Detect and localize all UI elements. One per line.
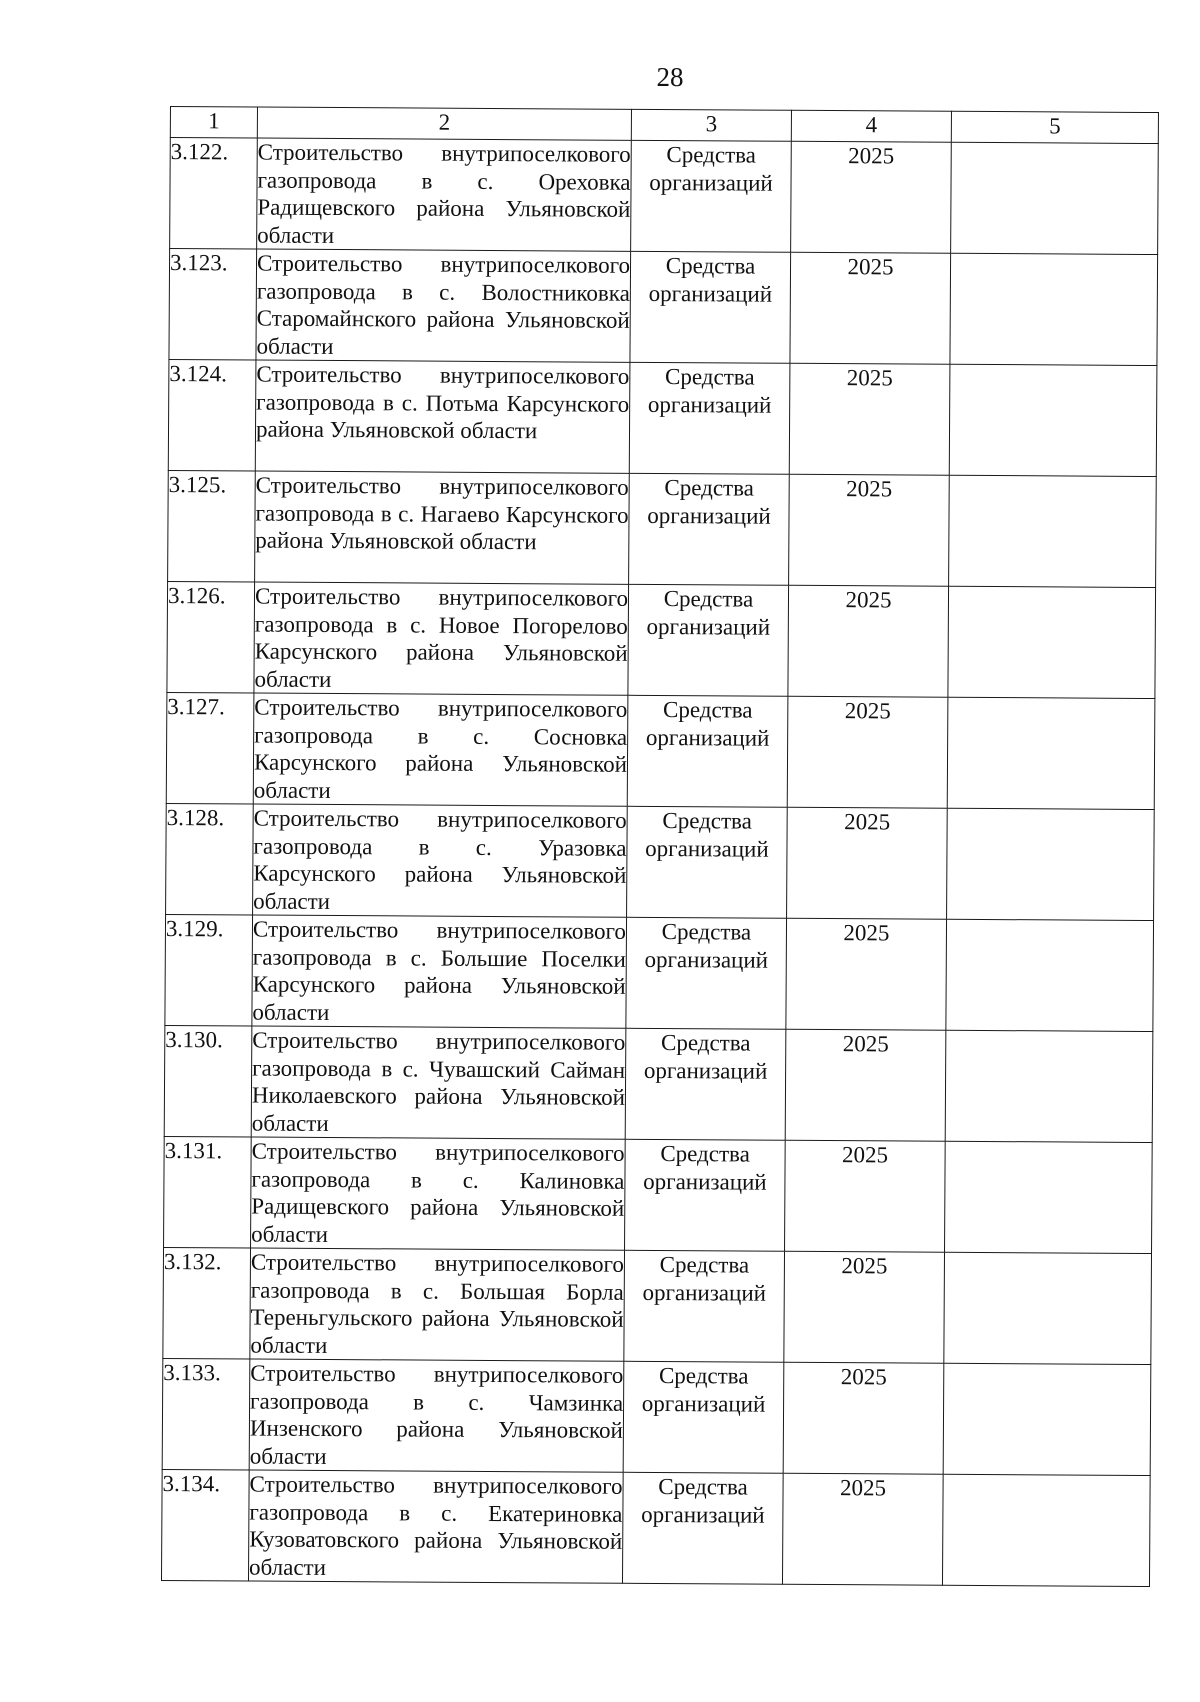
row-col-5: [945, 1141, 1153, 1253]
row-funding-source: Средства организаций: [631, 140, 792, 252]
table-body: [161, 138, 1158, 1587]
row-description: Строительство внутрипоселкового газопровода в с. Ореховка Радищевского района Ульяновской области: [257, 138, 632, 251]
row-year: 2025: [786, 918, 947, 1030]
row-col-5: [949, 475, 1157, 587]
header-col-1: 1: [170, 107, 257, 139]
header-col-5: 5: [951, 111, 1158, 143]
table-row: [163, 1247, 1152, 1364]
row-year: 2025: [789, 474, 950, 586]
row-year: 2025: [791, 141, 952, 253]
row-funding-source: Средства организаций: [628, 584, 789, 696]
row-description: Строительство внутрипоселкового газопровода в с. Уразовка Карсунского района Ульяновской области: [253, 804, 628, 917]
row-col-5: [944, 1252, 1152, 1364]
row-number: 3.130.: [164, 1025, 252, 1137]
row-description: Строительство внутрипоселкового газопровода в с. Екатериновка Кузоватовского района Ульяновской области: [248, 1470, 623, 1583]
row-funding-source: Средства организаций: [624, 1250, 785, 1362]
header-col-4: 4: [791, 110, 951, 142]
row-number: 3.126.: [167, 581, 255, 693]
row-funding-source: Средства организаций: [626, 917, 787, 1029]
table-row: [164, 1025, 1153, 1142]
row-number: 3.131.: [164, 1136, 252, 1248]
table-row: [165, 914, 1154, 1031]
row-col-5: [946, 919, 1154, 1031]
row-year: 2025: [789, 363, 950, 475]
table-row: [169, 249, 1158, 366]
row-funding-source: Средства организаций: [622, 1472, 783, 1584]
row-year: 2025: [787, 696, 948, 808]
table-row: [162, 1358, 1151, 1475]
row-description: Строительство внутрипоселкового газопровода в с. Сосновка Карсунского района Ульяновской области: [253, 693, 628, 806]
row-col-5: [949, 364, 1157, 476]
row-year: 2025: [784, 1251, 945, 1363]
row-number: 3.125.: [168, 470, 256, 582]
row-funding-source: Средства организаций: [625, 1028, 786, 1140]
row-funding-source: Средства организаций: [623, 1361, 784, 1473]
row-year: 2025: [783, 1362, 944, 1474]
row-col-5: [947, 808, 1155, 920]
row-number: 3.134.: [161, 1469, 249, 1581]
row-description: Строительство внутрипоселкового газопровода в с. Нагаево Карсунского района Ульяновской области: [255, 471, 630, 584]
table-row: [168, 359, 1157, 476]
row-funding-source: Средства организаций: [627, 806, 788, 918]
row-year: 2025: [782, 1473, 943, 1585]
row-col-5: [950, 253, 1158, 365]
row-description: Строительство внутрипоселкового газопровода в с. Потьма Карсунского района Ульяновской области: [255, 360, 630, 473]
row-col-5: [951, 142, 1159, 254]
row-year: 2025: [787, 807, 948, 919]
row-number: 3.127.: [166, 692, 254, 804]
table-row: [164, 1136, 1153, 1253]
table-row: [166, 803, 1155, 920]
table-row: [167, 581, 1156, 698]
row-number: 3.124.: [168, 359, 256, 471]
row-col-5: [942, 1474, 1150, 1586]
row-col-5: [948, 586, 1156, 698]
row-funding-source: Средства организаций: [627, 695, 788, 807]
row-description: Строительство внутрипоселкового газопровода в с. Большие Поселки Карсунского района Ульяновской области: [252, 915, 627, 1028]
row-number: 3.132.: [163, 1247, 251, 1359]
row-year: 2025: [785, 1029, 946, 1141]
row-number: 3.133.: [162, 1358, 250, 1470]
page-number: 28: [656, 62, 684, 92]
row-funding-source: Средства организаций: [630, 251, 791, 363]
row-description: Строительство внутрипоселкового газопровода в с. Волостниковка Старомайнского района Ульяновской области: [256, 249, 631, 362]
header-col-2: 2: [257, 107, 631, 140]
row-funding-source: Средства организаций: [629, 362, 790, 474]
row-number: 3.128.: [166, 803, 254, 915]
table-row: [166, 692, 1155, 809]
row-number: 3.122.: [170, 138, 258, 250]
row-col-5: [947, 697, 1155, 809]
row-col-5: [943, 1363, 1151, 1475]
header-col-3: 3: [631, 109, 791, 141]
row-number: 3.123.: [169, 249, 257, 361]
row-description: Строительство внутрипоселкового газопровода в с. Калиновка Радищевского района Ульяновской области: [251, 1137, 626, 1250]
row-description: Строительство внутрипоселкового газопровода в с. Большая Борла Тереньгульского района Ульяновской области: [250, 1248, 625, 1361]
row-funding-source: Средства организаций: [625, 1139, 786, 1251]
row-year: 2025: [788, 585, 949, 697]
table-row: [161, 1469, 1150, 1586]
row-description: Строительство внутрипоселкового газопровода в с. Чамзинка Инзенского района Ульяновской области: [249, 1359, 624, 1472]
row-year: 2025: [790, 252, 951, 364]
data-table: [161, 106, 1159, 1587]
table-row: [170, 138, 1159, 255]
row-description: Строительство внутрипоселкового газопровода в с. Чувашский Сайман Николаевского района Ульяновской области: [251, 1026, 626, 1139]
row-number: 3.129.: [165, 914, 253, 1026]
row-funding-source: Средства организаций: [629, 473, 790, 585]
row-year: 2025: [785, 1140, 946, 1252]
row-description: Строительство внутрипоселкового газопровода в с. Новое Погорелово Карсунского района Ульяновской области: [254, 582, 629, 695]
row-col-5: [945, 1030, 1153, 1142]
table-row: [168, 470, 1157, 587]
